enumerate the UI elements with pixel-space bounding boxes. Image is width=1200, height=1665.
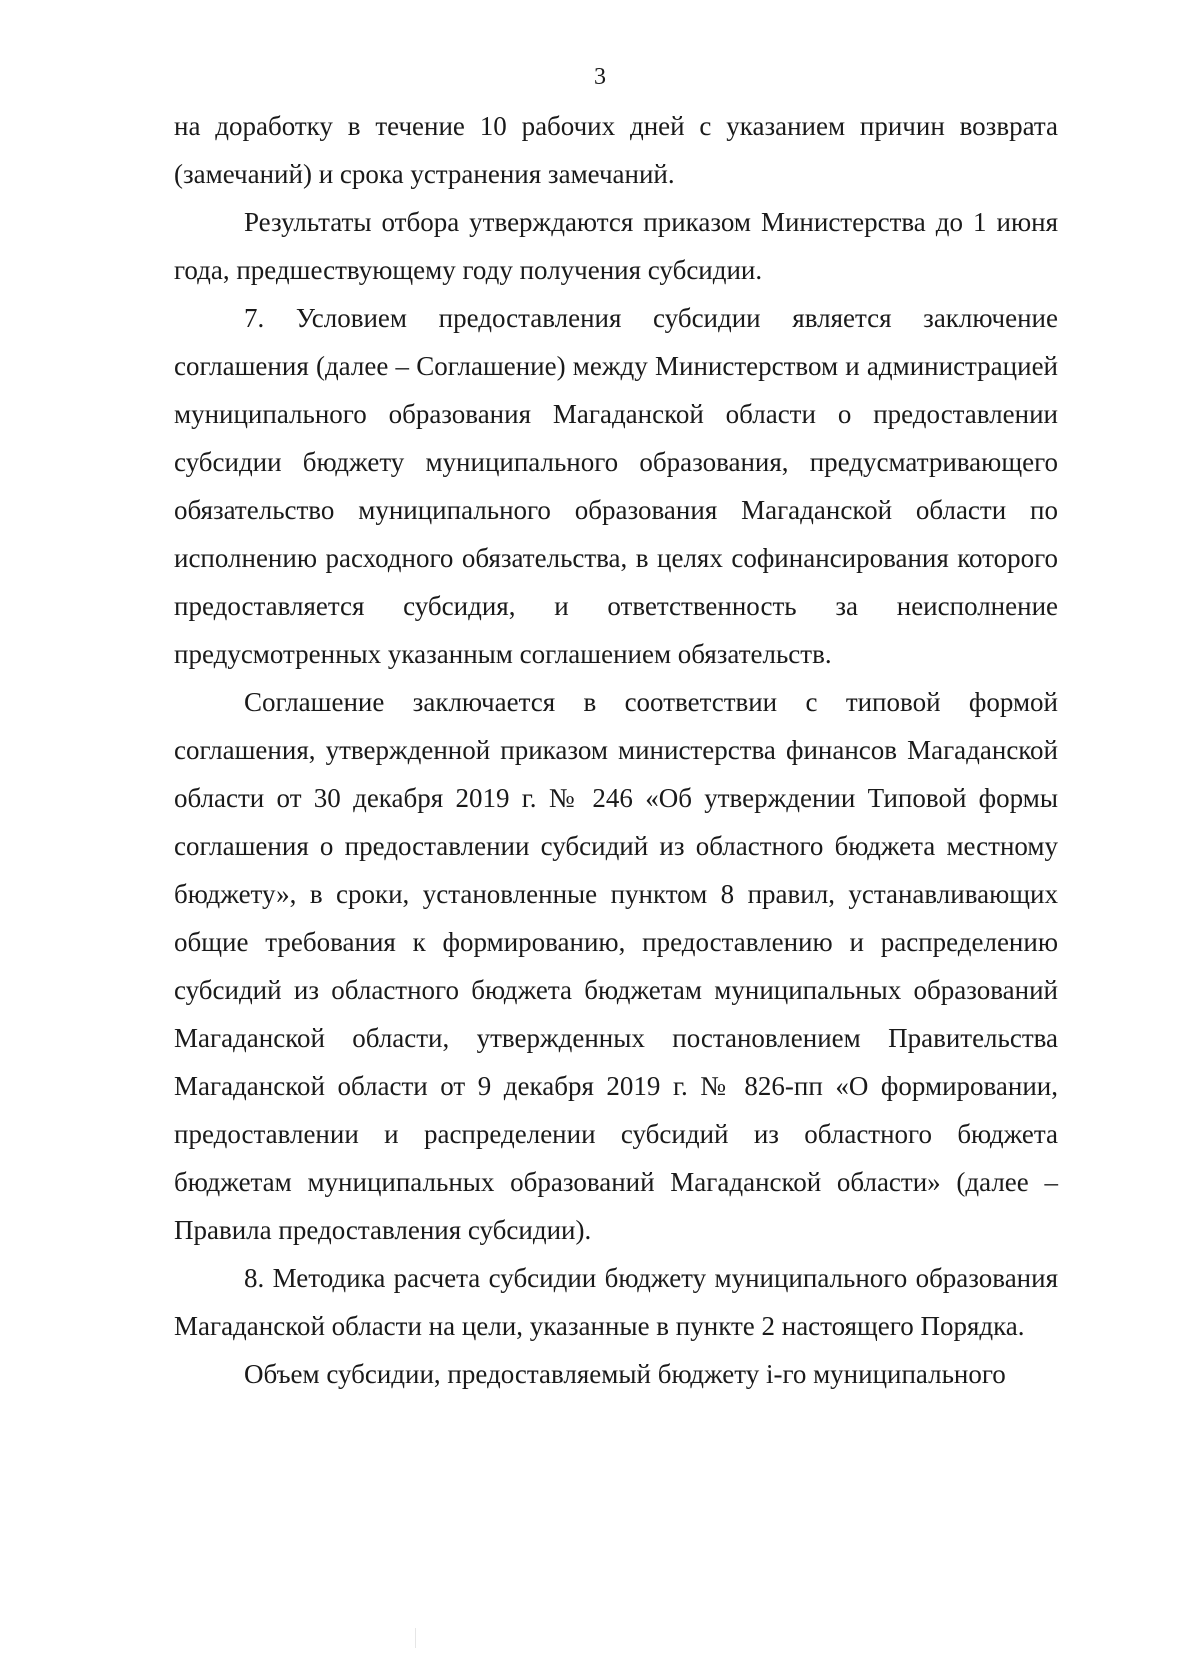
page-number: 3 [594, 64, 606, 90]
paragraph-selection-results: Результаты отбора утверждаются приказом Министерства до 1 июня года, предшествующему году получения субсидии. [174, 207, 1058, 285]
paragraph-agreement-form: Соглашение заключается в соответствии с типовой формой соглашения, утвержденной приказом министерства финансов Магаданской области от 30 декабря 2019 г. № 246 «Об утверждении Типовой формы соглашения о предоставлении субсидий из областного бюджета местному бюджету», в сроки, установленные пунктом 8 правил, устанавливающих общие требования к формированию, предоставлению и распределению субсидий из областного бюджета бюджетам муниципальных образований Магаданской области, утвержденных постановлением Правительства Магаданской области от 9 декабря 2019 г. № 826-пп «О формировании, предоставлении и распределении субсидий из областного бюджета бюджетам муниципальных образований Магаданской области» (далее – Правила предоставления субсидии). [174, 687, 1058, 1245]
paragraph-subsidy-volume: Объем субсидии, предоставляемый бюджету i-го муниципального [244, 1359, 1006, 1389]
document-body [174, 102, 1058, 1398]
paragraph-return-for-revision: на доработку в течение 10 рабочих дней с указанием причин возврата (замечаний) и срока устранения замечаний. [174, 111, 1058, 189]
paragraph-item-7-condition: 7. Условием предоставления субсидии является заключение соглашения (далее – Соглашение) между Министерством и администрацией муниципального образования Магаданской области о предоставлении субсидии бюджету муниципального образования, предусматривающего обязательство муниципального образования Магаданской области по исполнению расходного обязательства, в целях софинансирования которого предоставляется субсидия, и ответственность за неисполнение предусмотренных указанным соглашением обязательств. [174, 303, 1058, 669]
paragraph-item-8-methodology: 8. Методика расчета субсидии бюджету муниципального образования Магаданской области на цели, указанные в пункте 2 настоящего Порядка. [174, 1263, 1058, 1341]
scan-artifact [415, 1628, 416, 1648]
